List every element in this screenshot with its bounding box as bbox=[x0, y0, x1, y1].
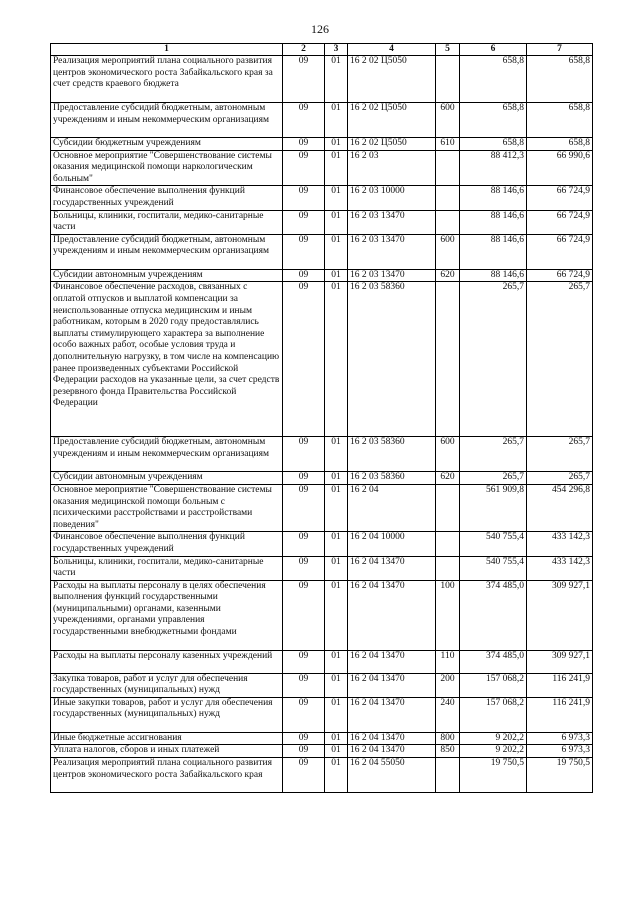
table-row bbox=[51, 472, 593, 485]
cell-rz: 09 bbox=[283, 282, 325, 437]
table-body bbox=[51, 56, 593, 793]
cell-v1: 265,7 bbox=[460, 437, 527, 472]
cell-name: Основное мероприятие "Совершенствование системы оказания медицинской помощи больным с психическими расстройствами и расстройствами поведения" bbox=[51, 484, 283, 531]
cell-v1: 88 146,6 bbox=[460, 186, 527, 210]
cell-pr: 01 bbox=[325, 732, 348, 745]
cell-vr: 600 bbox=[436, 103, 460, 138]
cell-rz: 09 bbox=[283, 745, 325, 758]
cell-v1: 265,7 bbox=[460, 282, 527, 437]
table-row bbox=[51, 186, 593, 210]
cell-name: Больницы, клиники, госпитали, медико-санитарные части bbox=[51, 210, 283, 234]
table-row bbox=[51, 580, 593, 650]
cell-name: Субсидии автономным учреждениям bbox=[51, 269, 283, 282]
cell-pr: 01 bbox=[325, 484, 348, 531]
cell-csr: 16 2 04 13470 bbox=[348, 697, 436, 732]
cell-v2: 66 724,9 bbox=[527, 210, 593, 234]
cell-vr: 600 bbox=[436, 234, 460, 269]
cell-csr: 16 2 03 10000 bbox=[348, 186, 436, 210]
col-header-2: 2 bbox=[283, 44, 325, 56]
table-row bbox=[51, 103, 593, 138]
col-header-5: 5 bbox=[436, 44, 460, 56]
cell-csr: 16 2 03 58360 bbox=[348, 437, 436, 472]
cell-vr: 600 bbox=[436, 437, 460, 472]
cell-v1: 88 146,6 bbox=[460, 210, 527, 234]
cell-pr: 01 bbox=[325, 210, 348, 234]
cell-v1: 561 909,8 bbox=[460, 484, 527, 531]
cell-pr: 01 bbox=[325, 745, 348, 758]
cell-csr: 16 2 04 13470 bbox=[348, 580, 436, 650]
cell-csr: 16 2 04 13470 bbox=[348, 673, 436, 697]
cell-v1: 540 755,4 bbox=[460, 532, 527, 556]
cell-csr: 16 2 04 bbox=[348, 484, 436, 531]
cell-csr: 16 2 04 13470 bbox=[348, 650, 436, 673]
cell-name: Финансовое обеспечение выполнения функций государственных учреждений bbox=[51, 532, 283, 556]
cell-v1: 374 485,0 bbox=[460, 650, 527, 673]
cell-v1: 9 202,2 bbox=[460, 745, 527, 758]
cell-csr: 16 2 02 Ц5050 bbox=[348, 103, 436, 138]
table-row bbox=[51, 269, 593, 282]
cell-v2: 19 750,5 bbox=[527, 758, 593, 793]
cell-v2: 658,8 bbox=[527, 103, 593, 138]
cell-v2: 658,8 bbox=[527, 138, 593, 151]
cell-vr bbox=[436, 532, 460, 556]
cell-v2: 433 142,3 bbox=[527, 556, 593, 580]
cell-csr: 16 2 03 13470 bbox=[348, 234, 436, 269]
cell-pr: 01 bbox=[325, 282, 348, 437]
cell-rz: 09 bbox=[283, 650, 325, 673]
cell-name: Реализация мероприятий плана социального развития центров экономического роста Забайкальского края за счет средств краевого бюджета bbox=[51, 56, 283, 103]
table-row bbox=[51, 282, 593, 437]
cell-name: Закупка товаров, работ и услуг для обеспечения государственных (муниципальных) нужд bbox=[51, 673, 283, 697]
cell-name: Больницы, клиники, госпитали, медико-санитарные части bbox=[51, 556, 283, 580]
col-header-3: 3 bbox=[325, 44, 348, 56]
cell-csr: 16 2 03 58360 bbox=[348, 472, 436, 485]
cell-v1: 374 485,0 bbox=[460, 580, 527, 650]
cell-rz: 09 bbox=[283, 56, 325, 103]
cell-v2: 6 973,3 bbox=[527, 732, 593, 745]
cell-vr: 800 bbox=[436, 732, 460, 745]
cell-rz: 09 bbox=[283, 150, 325, 186]
cell-v1: 88 146,6 bbox=[460, 269, 527, 282]
cell-pr: 01 bbox=[325, 673, 348, 697]
cell-v2: 66 724,9 bbox=[527, 269, 593, 282]
cell-v2: 66 724,9 bbox=[527, 186, 593, 210]
table-row bbox=[51, 745, 593, 758]
cell-pr: 01 bbox=[325, 150, 348, 186]
cell-rz: 09 bbox=[283, 556, 325, 580]
cell-name: Уплата налогов, сборов и иных платежей bbox=[51, 745, 283, 758]
table-row bbox=[51, 758, 593, 793]
table-row bbox=[51, 437, 593, 472]
cell-rz: 09 bbox=[283, 484, 325, 531]
col-header-7: 7 bbox=[527, 44, 593, 56]
cell-csr: 16 2 04 10000 bbox=[348, 532, 436, 556]
cell-vr: 200 bbox=[436, 673, 460, 697]
cell-vr: 620 bbox=[436, 472, 460, 485]
cell-name: Иные закупки товаров, работ и услуг для обеспечения государственных (муниципальных) нужд bbox=[51, 697, 283, 732]
cell-csr: 16 2 03 bbox=[348, 150, 436, 186]
cell-v1: 658,8 bbox=[460, 103, 527, 138]
page-number: 126 bbox=[311, 22, 329, 36]
cell-csr: 16 2 03 58360 bbox=[348, 282, 436, 437]
cell-pr: 01 bbox=[325, 697, 348, 732]
cell-v2: 265,7 bbox=[527, 437, 593, 472]
cell-vr bbox=[436, 210, 460, 234]
cell-pr: 01 bbox=[325, 138, 348, 151]
col-header-4: 4 bbox=[348, 44, 436, 56]
cell-pr: 01 bbox=[325, 758, 348, 793]
table-row bbox=[51, 697, 593, 732]
cell-v1: 658,8 bbox=[460, 56, 527, 103]
cell-pr: 01 bbox=[325, 103, 348, 138]
cell-v1: 658,8 bbox=[460, 138, 527, 151]
cell-csr: 16 2 03 13470 bbox=[348, 210, 436, 234]
cell-v2: 116 241,9 bbox=[527, 697, 593, 732]
cell-v2: 454 296,8 bbox=[527, 484, 593, 531]
cell-v1: 88 412,3 bbox=[460, 150, 527, 186]
col-header-6: 6 bbox=[460, 44, 527, 56]
cell-name: Предоставление субсидий бюджетным, автономным учреждениям и иным некоммерческим организациям bbox=[51, 103, 283, 138]
cell-pr: 01 bbox=[325, 556, 348, 580]
cell-vr bbox=[436, 56, 460, 103]
cell-name: Основное мероприятие "Совершенствование системы оказания медицинской помощи наркологическим больным" bbox=[51, 150, 283, 186]
table-row bbox=[51, 138, 593, 151]
cell-name: Субсидии автономным учреждениям bbox=[51, 472, 283, 485]
cell-rz: 09 bbox=[283, 532, 325, 556]
cell-name: Предоставление субсидий бюджетным, автономным учреждениям и иным некоммерческим организациям bbox=[51, 437, 283, 472]
cell-pr: 01 bbox=[325, 472, 348, 485]
cell-v2: 6 973,3 bbox=[527, 745, 593, 758]
cell-v2: 265,7 bbox=[527, 282, 593, 437]
cell-rz: 09 bbox=[283, 437, 325, 472]
cell-rz: 09 bbox=[283, 103, 325, 138]
cell-name: Предоставление субсидий бюджетным, автономным учреждениям и иным некоммерческим организациям bbox=[51, 234, 283, 269]
cell-name: Иные бюджетные ассигнования bbox=[51, 732, 283, 745]
cell-pr: 01 bbox=[325, 580, 348, 650]
cell-name: Финансовое обеспечение выполнения функций государственных учреждений bbox=[51, 186, 283, 210]
cell-pr: 01 bbox=[325, 56, 348, 103]
cell-name: Расходы на выплаты персоналу в целях обеспечения выполнения функций государственными (муниципальными) органами, казенными учреждениями, органами управления государственными внебюджетными фондами bbox=[51, 580, 283, 650]
cell-csr: 16 2 04 55050 bbox=[348, 758, 436, 793]
cell-vr: 620 bbox=[436, 269, 460, 282]
cell-vr: 850 bbox=[436, 745, 460, 758]
cell-csr: 16 2 04 13470 bbox=[348, 732, 436, 745]
table-row bbox=[51, 673, 593, 697]
cell-rz: 09 bbox=[283, 269, 325, 282]
cell-csr: 16 2 02 Ц5050 bbox=[348, 138, 436, 151]
table-row bbox=[51, 150, 593, 186]
cell-v1: 88 146,6 bbox=[460, 234, 527, 269]
cell-v2: 658,8 bbox=[527, 56, 593, 103]
table-row bbox=[51, 732, 593, 745]
cell-csr: 16 2 04 13470 bbox=[348, 745, 436, 758]
cell-v2: 309 927,1 bbox=[527, 580, 593, 650]
col-header-1: 1 bbox=[51, 44, 283, 56]
cell-rz: 09 bbox=[283, 673, 325, 697]
cell-v1: 157 068,2 bbox=[460, 673, 527, 697]
cell-rz: 09 bbox=[283, 234, 325, 269]
cell-vr bbox=[436, 484, 460, 531]
table-row bbox=[51, 556, 593, 580]
cell-vr bbox=[436, 758, 460, 793]
cell-csr: 16 2 03 13470 bbox=[348, 269, 436, 282]
cell-rz: 09 bbox=[283, 697, 325, 732]
budget-table bbox=[50, 43, 593, 793]
cell-vr: 610 bbox=[436, 138, 460, 151]
cell-pr: 01 bbox=[325, 234, 348, 269]
cell-v2: 433 142,3 bbox=[527, 532, 593, 556]
cell-rz: 09 bbox=[283, 580, 325, 650]
cell-vr: 100 bbox=[436, 580, 460, 650]
table-row bbox=[51, 650, 593, 673]
table-row bbox=[51, 484, 593, 531]
cell-pr: 01 bbox=[325, 269, 348, 282]
cell-v2: 309 927,1 bbox=[527, 650, 593, 673]
cell-name: Финансовое обеспечение расходов, связанных с оплатой отпусков и выплатой компенсации за неиспользованные отпуска медицинским и иным работникам, которым в 2020 году предоставлялись выплаты стимулирующего характера за выполнение особо важных работ, особые условия труда и дополнительную нагрузку, в том числе на компенсацию ранее произведенных субъектами Российской Федерации расходов на указанные цели, за счет средств резервного фонда Правительства Российской Федерации bbox=[51, 282, 283, 437]
cell-v1: 19 750,5 bbox=[460, 758, 527, 793]
cell-csr: 16 2 04 13470 bbox=[348, 556, 436, 580]
cell-rz: 09 bbox=[283, 186, 325, 210]
cell-rz: 09 bbox=[283, 758, 325, 793]
cell-v2: 265,7 bbox=[527, 472, 593, 485]
cell-rz: 09 bbox=[283, 732, 325, 745]
cell-vr bbox=[436, 556, 460, 580]
cell-vr bbox=[436, 150, 460, 186]
cell-name: Реализация мероприятий плана социального развития центров экономического роста Забайкальского края bbox=[51, 758, 283, 793]
table-row bbox=[51, 234, 593, 269]
cell-rz: 09 bbox=[283, 472, 325, 485]
cell-v2: 66 724,9 bbox=[527, 234, 593, 269]
cell-vr bbox=[436, 282, 460, 437]
table-row bbox=[51, 56, 593, 103]
table-header-row bbox=[51, 44, 593, 56]
cell-v2: 66 990,6 bbox=[527, 150, 593, 186]
cell-vr: 110 bbox=[436, 650, 460, 673]
cell-pr: 01 bbox=[325, 532, 348, 556]
cell-v1: 9 202,2 bbox=[460, 732, 527, 745]
cell-v1: 265,7 bbox=[460, 472, 527, 485]
cell-pr: 01 bbox=[325, 650, 348, 673]
cell-v2: 116 241,9 bbox=[527, 673, 593, 697]
cell-name: Расходы на выплаты персоналу казенных учреждений bbox=[51, 650, 283, 673]
cell-vr bbox=[436, 186, 460, 210]
cell-rz: 09 bbox=[283, 210, 325, 234]
cell-name: Субсидии бюджетным учреждениям bbox=[51, 138, 283, 151]
table-row bbox=[51, 532, 593, 556]
cell-csr: 16 2 02 Ц5050 bbox=[348, 56, 436, 103]
cell-vr: 240 bbox=[436, 697, 460, 732]
cell-v1: 157 068,2 bbox=[460, 697, 527, 732]
cell-pr: 01 bbox=[325, 186, 348, 210]
cell-rz: 09 bbox=[283, 138, 325, 151]
cell-v1: 540 755,4 bbox=[460, 556, 527, 580]
cell-pr: 01 bbox=[325, 437, 348, 472]
table-row bbox=[51, 210, 593, 234]
